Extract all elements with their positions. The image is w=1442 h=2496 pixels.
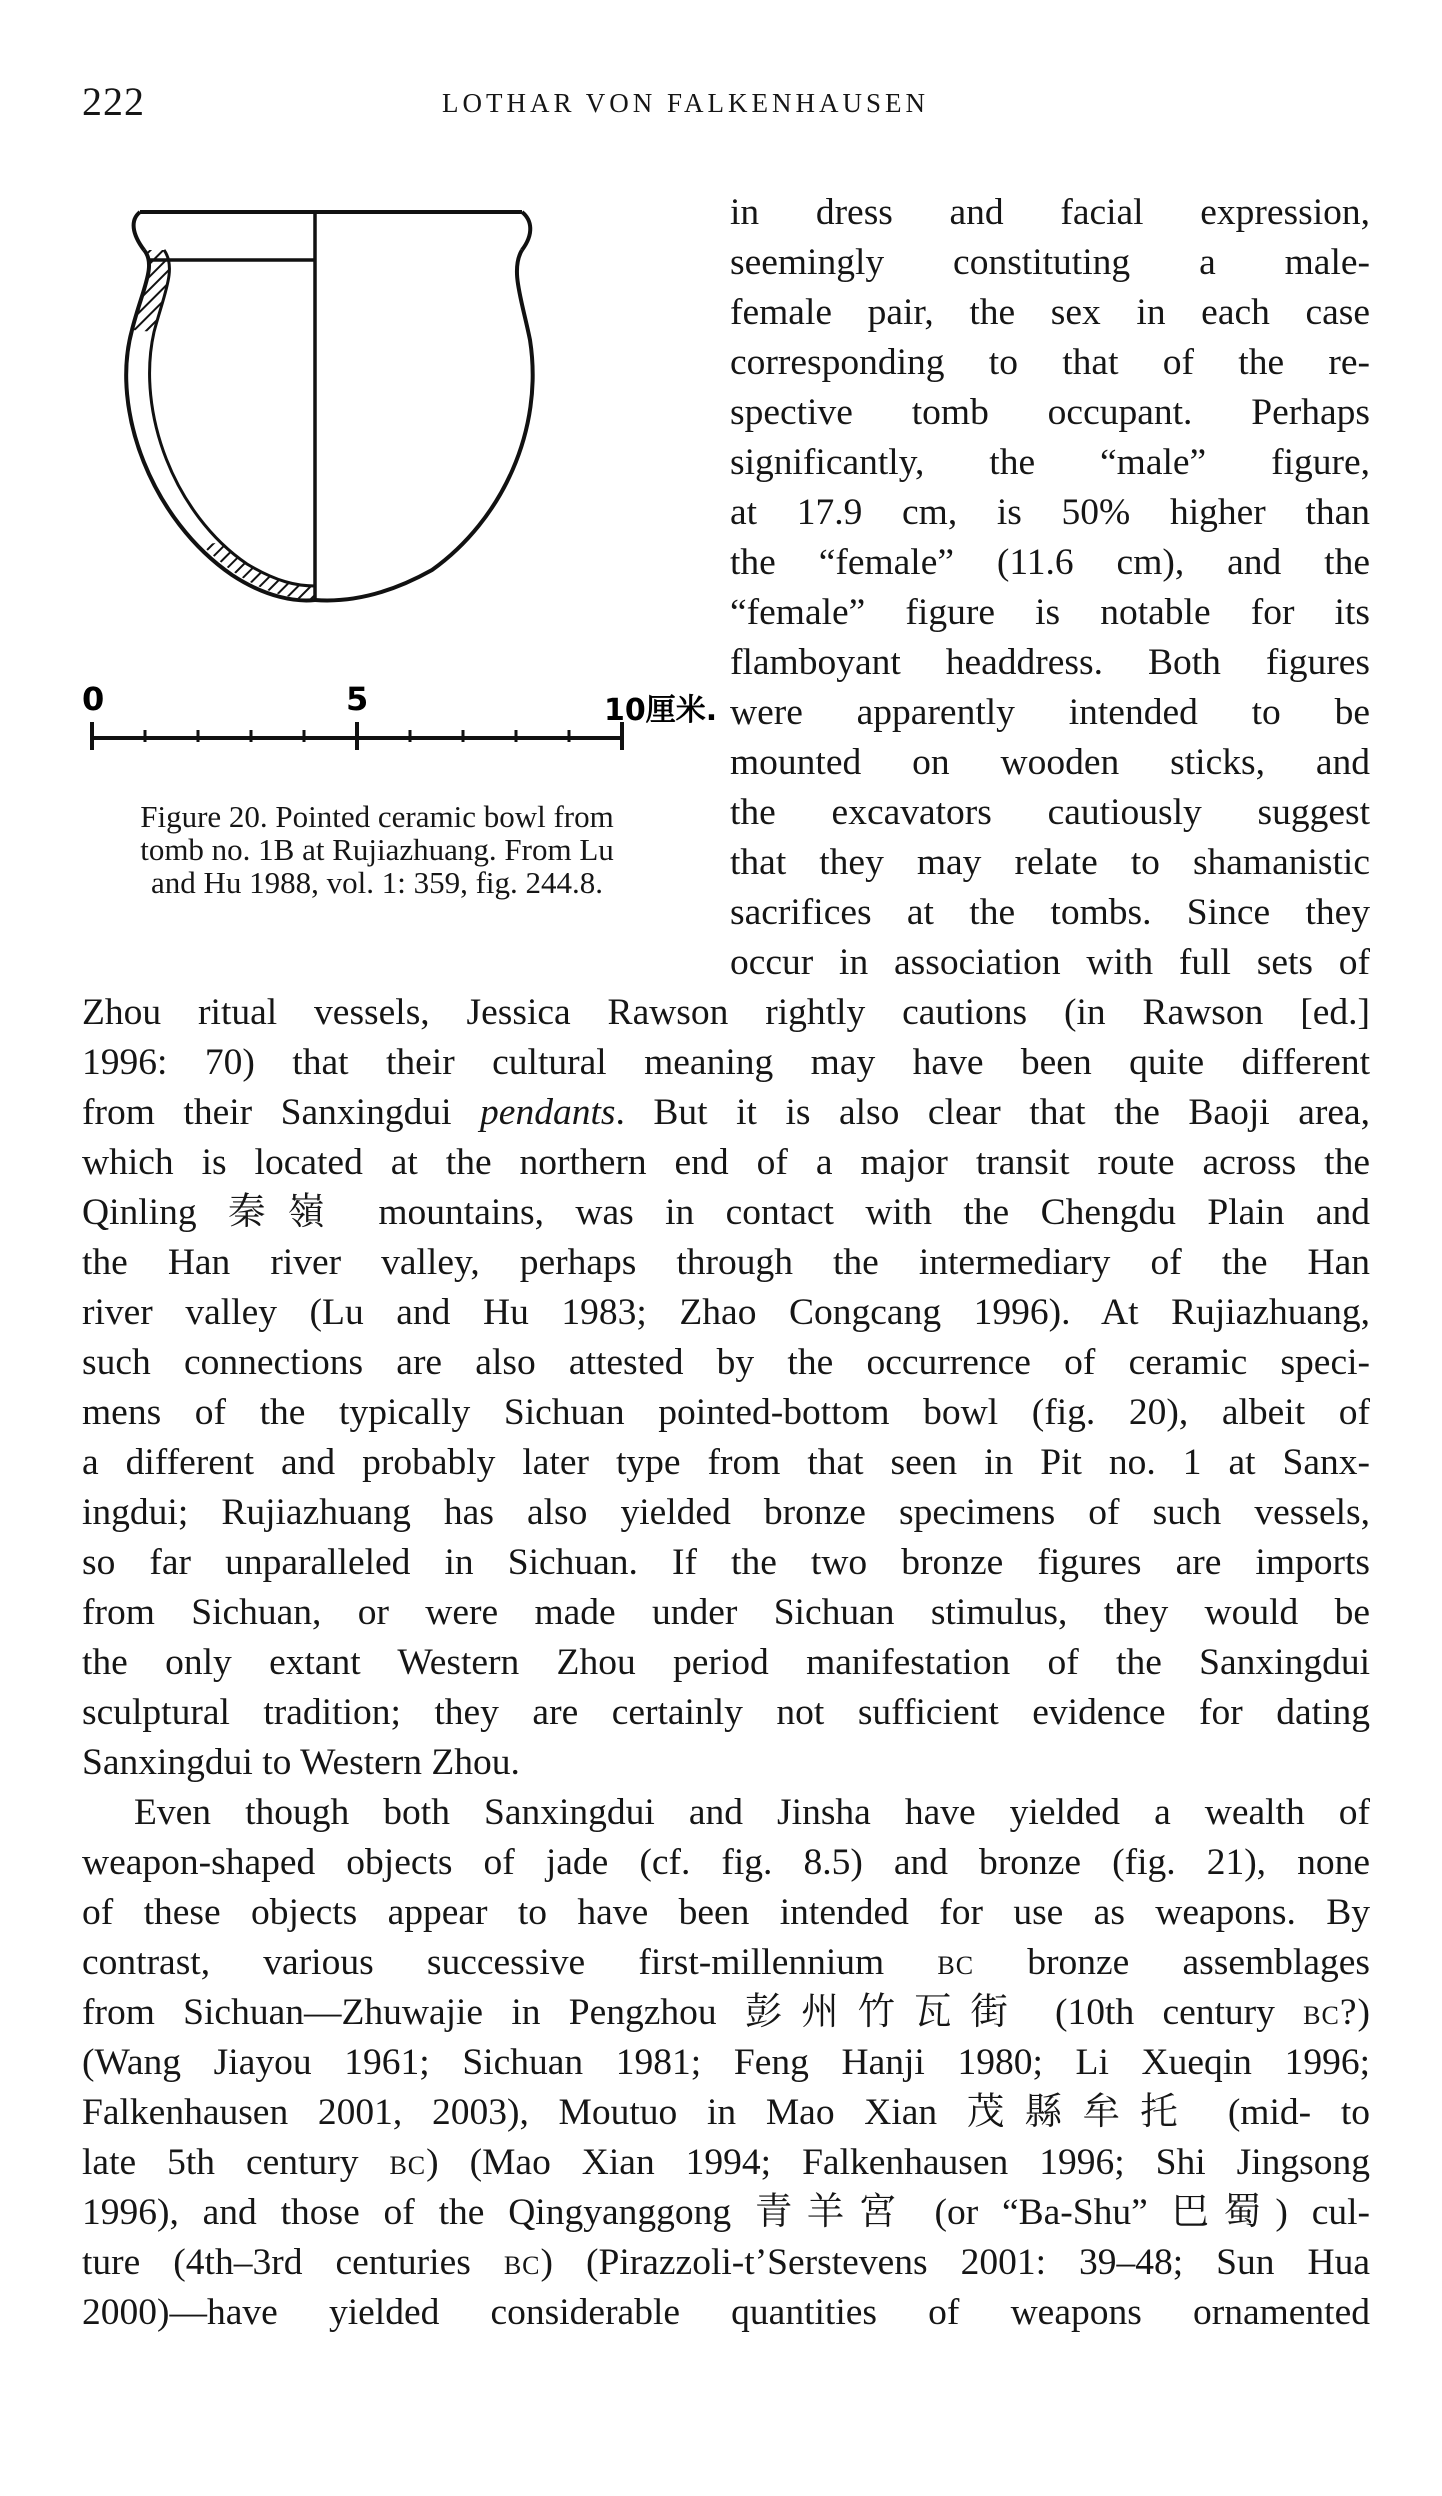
running-head: LOTHAR VON FALKENHAUSEN <box>442 88 929 118</box>
text-line: which is located at the northern end of a major transit route across the <box>82 1142 1370 1183</box>
caption-line: Figure 20. Pointed ceramic bowl from <box>140 799 614 834</box>
text-line: “female” figure is notable for its <box>730 592 1370 633</box>
italic-pendants: pendants <box>480 1092 616 1133</box>
text-line: from Sichuan—Zhuwajie in Pengzhou 彭州竹瓦街 (10th century bc?) <box>82 1992 1370 2033</box>
text-line: the only extant Western Zhou period manifestation of the Sanxingdui <box>82 1642 1370 1683</box>
text-line: from Sichuan, or were made under Sichuan stimulus, they would be <box>82 1592 1370 1633</box>
text-line: sculptural tradition; they are certainly not sufficient evidence for dating <box>82 1692 1370 1733</box>
right-column-text <box>730 188 1370 988</box>
text-line: mens of the typically Sichuan pointed-bottom bowl (fig. 20), albeit of <box>82 1392 1370 1433</box>
text-line: Zhou ritual vessels, Jessica Rawson rightly cautions (in Rawson [ed.] <box>82 992 1370 1033</box>
text-line: 1996: 70) that their cultural meaning may have been quite different <box>82 1042 1370 1083</box>
text-line: corresponding to that of the re- <box>730 342 1370 383</box>
text-line: seemingly constituting a male- <box>730 242 1370 283</box>
text-line: spective tomb occupant. Perhaps <box>730 392 1370 433</box>
text-line: that they may relate to shamanistic <box>730 842 1370 883</box>
text-line: mounted on wooden sticks, and <box>730 742 1370 783</box>
text-line: contrast, various successive first-millennium bc bronze assemblages <box>82 1942 1370 1983</box>
text-line: late 5th century bc) (Mao Xian 1994; Falkenhausen 1996; Shi Jingsong <box>82 2142 1370 2183</box>
caption-line: and Hu 1988, vol. 1: 359, fig. 244.8. <box>150 865 604 900</box>
text-line: ingdui; Rujiazhuang has also yielded bronze specimens of such vessels, <box>82 1492 1370 1533</box>
text-line: so far unparalleled in Sichuan. If the two bronze figures are imports <box>82 1542 1370 1583</box>
text-line: Falkenhausen 2001, 2003), Moutuo in Mao Xian 茂縣牟托 (mid- to <box>82 2092 1370 2133</box>
text-line: sacrifices at the tombs. Since they <box>730 892 1370 933</box>
text-line: the excavators cautiously suggest <box>730 792 1370 833</box>
text-line: in dress and facial expression, <box>730 192 1370 233</box>
text-line: significantly, the “male” figure, <box>730 442 1370 483</box>
text-line: at 17.9 cm, is 50% higher than <box>730 492 1370 533</box>
text-line: weapon-shaped objects of jade (cf. fig. 8.5) and bronze (fig. 21), none <box>82 1842 1370 1883</box>
text-line: female pair, the sex in each case <box>730 292 1370 333</box>
page-header <box>82 78 1367 128</box>
text-line: a different and probably later type from that seen in Pit no. 1 at Sanx- <box>82 1442 1370 1483</box>
text-line: ture (4th–3rd centuries bc) (Pirazzoli-t’Serstevens 2001: 39–48; Sun Hua <box>82 2242 1371 2283</box>
text-line: 2000)—have yielded considerable quantities of weapons ornamented <box>82 2292 1370 2333</box>
caption-line: tomb no. 1B at Rujiazhuang. From Lu <box>140 832 614 867</box>
bowl-outer-right <box>315 250 533 600</box>
scale-label-10: 10厘米. <box>604 693 718 728</box>
scale-label-5: 5 <box>346 680 369 718</box>
page-number: 222 <box>82 79 145 124</box>
text-line: such connections are also attested by the occurrence of ceramic speci- <box>82 1342 1370 1383</box>
scale-label-0: 0 <box>82 680 105 718</box>
text-line: Qinling 秦嶺 mountains, was in contact with the Chengdu Plain and <box>82 1192 1370 1233</box>
text-line: from their Sanxingdui pendants. But it is also clear that the Baoji area, <box>82 1092 1370 1133</box>
bowl-drawing <box>82 190 718 770</box>
text-line: flamboyant headdress. Both figures <box>730 642 1370 683</box>
text-line: river valley (Lu and Hu 1983; Zhao Congcang 1996). At Rujiazhuang, <box>82 1292 1370 1333</box>
text-line: the Han river valley, perhaps through the intermediary of the Han <box>82 1242 1370 1283</box>
text-line: Sanxingdui to Western Zhou. <box>82 1742 520 1783</box>
text-line: (Wang Jiayou 1961; Sichuan 1981; Feng Hanji 1980; Li Xueqin 1996; <box>82 2042 1370 2083</box>
text-line: occur in association with full sets of <box>730 942 1370 983</box>
text-line: the “female” (11.6 cm), and the <box>730 542 1370 583</box>
text-line: 1996), and those of the Qingyanggong 青羊宮 (or “Ba-Shu” 巴蜀) cul- <box>82 2192 1370 2233</box>
text-line: of these objects appear to have been intended for use as weapons. By <box>82 1892 1370 1933</box>
text-line: were apparently intended to be <box>730 692 1370 733</box>
text-line: Even though both Sanxingdui and Jinsha have yielded a wealth of <box>134 1792 1370 1833</box>
body-text <box>82 988 1370 2338</box>
figure-caption <box>82 800 672 899</box>
